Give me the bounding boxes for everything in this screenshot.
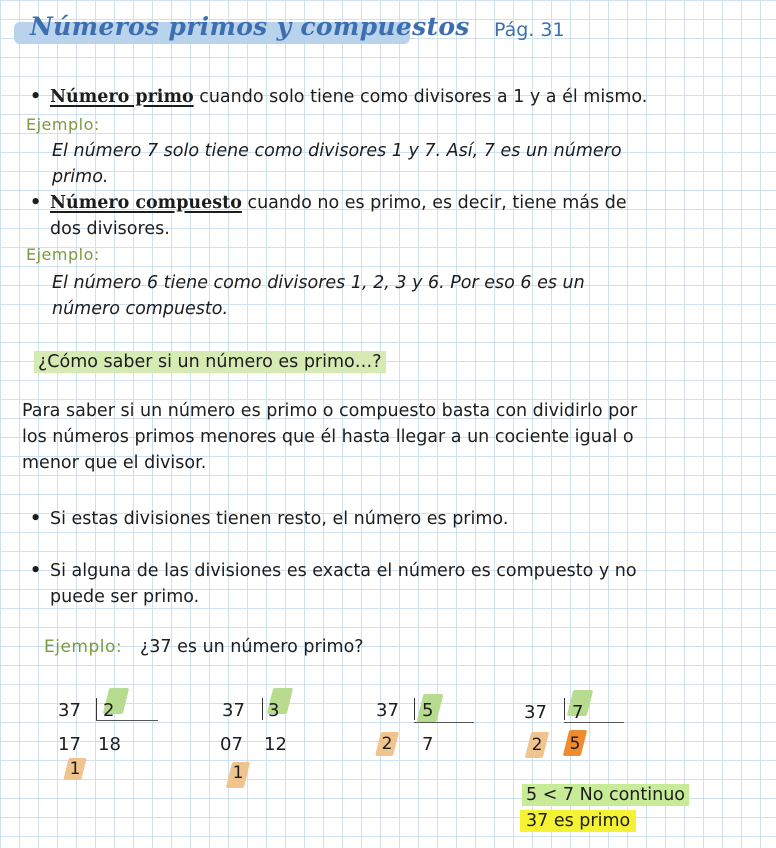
example-2-line1: El número 6 tiene como divisores 1, 2, 3 y 6. Por eso 6 es un (52, 273, 585, 293)
division-bar (96, 698, 97, 720)
page-number: Pág. 31 (494, 19, 565, 41)
division-bar (262, 698, 263, 720)
remainder: 1 (232, 763, 244, 783)
question-text: ¿Cómo saber si un número es primo…? (34, 351, 386, 373)
quotient: 18 (98, 734, 121, 755)
example-label-1: Ejemplo: (26, 115, 100, 134)
divisor: 3 (268, 700, 280, 721)
dividend: 37 (376, 700, 399, 721)
example-label-2: Ejemplo: (26, 245, 100, 264)
example-2-line2: número compuesto. (52, 299, 229, 319)
division-bar (564, 698, 565, 720)
definition-composite-line2: dos divisores. (50, 219, 170, 239)
conclusion-1-text: 5 < 7 No continuo (522, 784, 689, 806)
rule-2-line1: • Si alguna de las divisiones es exacta el número es compuesto y no (50, 558, 637, 584)
quotient: 7 (422, 734, 434, 755)
dividend: 37 (58, 700, 81, 721)
definition-composite (50, 190, 627, 216)
dividend: 37 (222, 700, 245, 721)
term-composite: Número compuesto (50, 193, 242, 213)
rule-2-line2: puede ser primo. (50, 587, 200, 607)
definition-prime-text: cuando solo tiene como divisores a 1 y a él mismo. (193, 87, 648, 107)
quotient: 12 (264, 734, 287, 755)
method-line1: Para saber si un número es primo o compuesto basta con dividirlo por (22, 401, 638, 421)
divisor: 5 (422, 700, 434, 721)
dividend: 37 (524, 702, 547, 723)
remainder: 2 (531, 735, 543, 755)
rule-1: • Si estas divisiones tienen resto, el número es primo. (50, 506, 508, 532)
conclusion-2 (520, 808, 636, 834)
quotient: 5 (569, 734, 581, 754)
quotient-line (564, 722, 624, 723)
partial-dividend: 07 (220, 734, 243, 755)
divisor: 7 (572, 702, 584, 723)
definition-composite-text: cuando no es primo, es decir, tiene más de (241, 193, 627, 213)
method-line2: los números primos menores que él hasta llegar a un cociente igual o (22, 427, 634, 447)
method-line3: menor que el divisor. (22, 453, 207, 473)
divisor: 2 (103, 700, 115, 721)
page-title: Números primos y compuestos (30, 12, 470, 41)
example-question: ¿37 es un número primo? (140, 637, 364, 657)
partial-dividend: 17 (58, 734, 81, 755)
example-1-line1: El número 7 solo tiene como divisores 1 y 7. Así, 7 es un número (52, 141, 622, 161)
division-bar (414, 698, 415, 720)
remainder: 1 (69, 759, 81, 779)
example-label-3: Ejemplo: (44, 637, 123, 657)
conclusion-1 (522, 782, 689, 808)
quotient-line (414, 722, 474, 723)
remainder: 2 (381, 734, 393, 754)
example-1-line2: primo. (52, 167, 109, 187)
question-heading (34, 349, 386, 375)
quotient-line (96, 720, 158, 721)
term-prime: Número primo (50, 87, 194, 107)
definition-prime (50, 84, 647, 110)
conclusion-2-text: 37 es primo (520, 810, 636, 832)
